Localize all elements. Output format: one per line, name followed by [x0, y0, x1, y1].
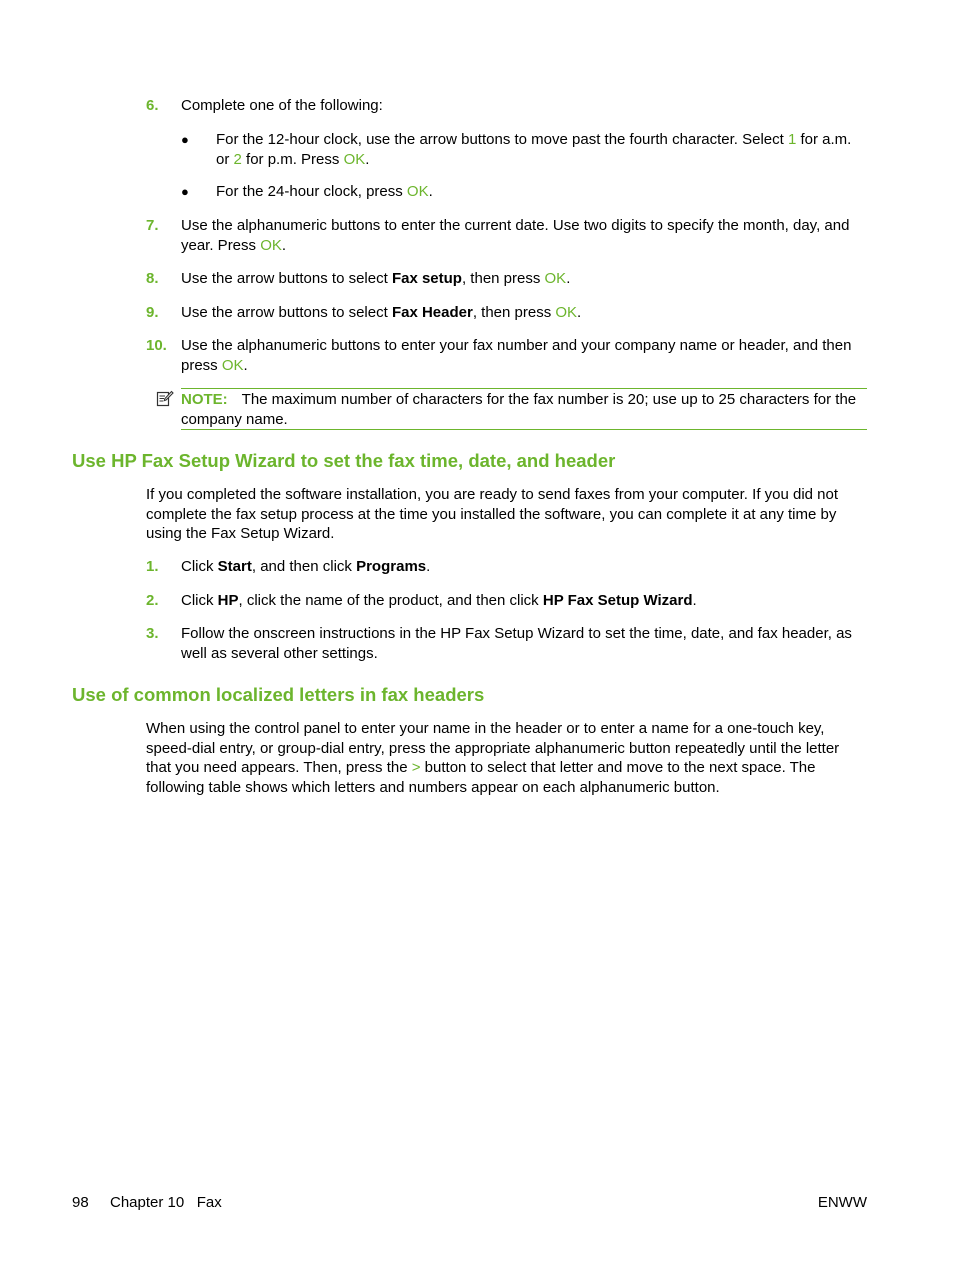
ok-key: OK: [221, 356, 244, 374]
step-number: 9.: [146, 304, 159, 321]
menu-fax-header: Fax Header: [391, 304, 473, 321]
step-8: [146, 269, 868, 289]
start-menu-label: Start: [217, 558, 252, 575]
ok-key: OK: [544, 270, 567, 287]
step-text: Use the alphanumeric buttons to enter the current date. Use two digits to specify the month, day, and year. Press OK.: [181, 217, 850, 254]
ok-key: OK: [406, 183, 429, 200]
step-text: Click HP, click the name of the product, and then click HP Fax Setup Wizard.: [181, 592, 697, 609]
bullet-text: For the 24-hour clock, press OK.: [216, 183, 433, 200]
step-text: Click Start, and then click Programs.: [181, 558, 431, 575]
step-10: [146, 336, 868, 375]
bullet-icon: ●: [181, 132, 189, 147]
step-number: 10.: [146, 337, 167, 354]
wizard-step-3: [146, 624, 868, 663]
key-2: 2: [233, 150, 242, 168]
step-6: [146, 96, 868, 116]
step-number: 1.: [146, 558, 159, 575]
note-rule-top: [181, 388, 867, 389]
step-number: 2.: [146, 592, 159, 609]
ok-key: OK: [343, 150, 366, 168]
step-9: [146, 303, 868, 323]
note-label: NOTE:: [181, 391, 228, 408]
wizard-step-2: [146, 591, 868, 611]
section-body: When using the control panel to enter your name in the header or to enter a name for a one-touch key, speed-dial entry, or group-dial entry, press the appropriate alphanumeric button repeatedly until the letter that you need appears. Then, press the > button to select that letter and move to the next space. The following table shows which letters and numbers appear on each alphanumeric button.: [146, 720, 840, 796]
section-heading-localized-letters: Use of common localized letters in fax headers: [72, 684, 485, 705]
hp-label: HP: [217, 592, 239, 609]
step-text: Complete one of the following:: [181, 97, 383, 114]
ok-key: OK: [555, 304, 578, 321]
bullet-icon: ●: [181, 184, 189, 199]
next-key: >: [411, 759, 421, 776]
wizard-step-1: [146, 557, 868, 577]
step-7: [146, 216, 868, 255]
bullet-24-hour: [181, 182, 868, 202]
bullet-12-hour: [181, 130, 868, 169]
key-1: 1: [787, 131, 797, 148]
step-text: Use the alphanumeric buttons to enter your fax number and your company name or header, and then press OK.: [181, 337, 852, 374]
note-text: NOTE: The maximum number of characters for the fax number is 20; use up to 25 characters for the company name.: [181, 391, 857, 428]
footer-chapter: Chapter 10 Fax: [110, 1194, 222, 1211]
footer-enww: ENWW: [817, 1194, 867, 1211]
programs-label: Programs: [356, 558, 427, 575]
hp-fax-setup-wizard-label: HP Fax Setup Wizard: [542, 592, 693, 609]
note-pencil-icon: [156, 390, 174, 408]
bullet-text: For the 12-hour clock, use the arrow buttons to move past the fourth character. Select 1 for a.m. or 2 for p.m. Press OK.: [216, 131, 852, 168]
step-number: 6.: [146, 97, 159, 114]
step-number: 3.: [146, 625, 159, 642]
step-number: 8.: [146, 270, 159, 287]
ok-key: OK: [260, 236, 282, 254]
step-number: 7.: [146, 217, 159, 234]
section-heading-fax-wizard: Use HP Fax Setup Wizard to set the fax time, date, and header: [72, 450, 616, 471]
step-text: Follow the onscreen instructions in the HP Fax Setup Wizard to set the time, date, and fax header, as well as several other settings.: [181, 625, 852, 662]
footer-page-number: 98: [72, 1194, 89, 1211]
step-text: Use the arrow buttons to select Fax setup, then press OK.: [181, 270, 571, 287]
menu-fax-setup: Fax setup: [391, 270, 462, 287]
note-rule-bottom: [181, 429, 867, 430]
step-text: Use the arrow buttons to select Fax Header, then press OK.: [181, 304, 582, 321]
section-intro: If you completed the software installation, you are ready to send faxes from your computer. If you did not complete the fax setup process at the time you installed the software, you can complete it at any time by using the Fax Setup Wizard.: [146, 486, 839, 542]
